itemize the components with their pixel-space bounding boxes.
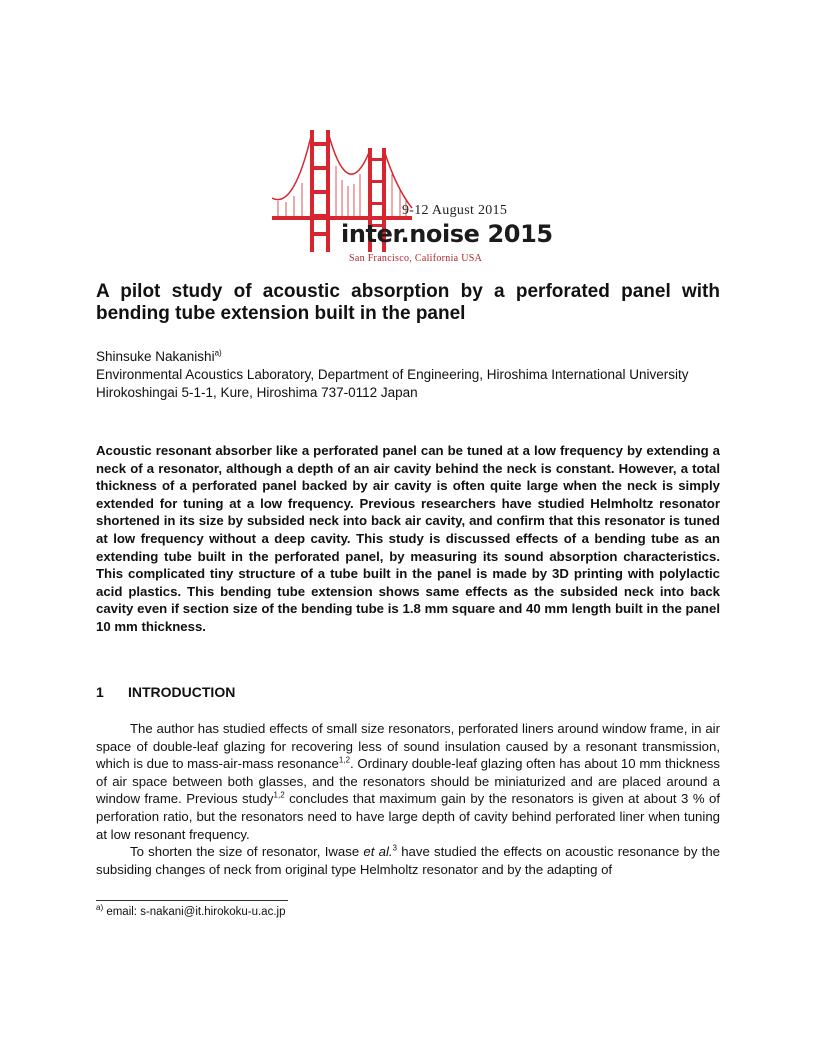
abstract: Acoustic resonant absorber like a perforated panel can be tuned at a low frequency by extending a neck of a resonator, although a depth of an air cavity behind the neck is constant. However, a total thickness of a perforated panel backed by air cavity is often quite large when the neck is simply extended for tuning at a low frequency. Previous researchers have studied Helmholtz resonator shortened in its size by subsided neck into back air cavity, and confirm that this resonator is tuned at low frequency without a deep cavity. This study is discussed effects of a bending tube as an extending tube built in the perforated panel, by measuring its sound absorption characteristics. This complicated tiny structure of a tube built in the panel is made by 3D printing with polylactic acid plastics. This bending tube extension shows same effects as the subsided neck into back cavity even if section size of the bending tube is 1.8 mm square and 40 mm length built in the panel 10 mm thickness. xyxy=(96,443,720,634)
section-title: INTRODUCTION xyxy=(128,684,236,700)
citation: 1,2 xyxy=(338,755,351,765)
footnote-mark: a) xyxy=(96,903,104,913)
paragraph-text: . Ordinary double-leaf glazing often has about 10 mm thickness of air space between both glasses, and the resonators should be miniaturized and are placed around a window frame. Previous study xyxy=(96,756,720,807)
body-text xyxy=(96,720,720,878)
citation: 3 xyxy=(392,843,397,853)
conference-name: inter.noise 2015 xyxy=(341,220,553,248)
author-address: Hirokoshingai 5-1-1, Kure, Hiroshima 737-0112 Japan xyxy=(96,385,418,400)
paragraph xyxy=(96,843,720,878)
footnote-email: email: s-nakani@it.hirokoku-u.ac.jp xyxy=(106,906,286,918)
conference-location: San Francisco, California USA xyxy=(349,253,483,264)
paper-title: A pilot study of acoustic absorption by a perforated panel with bending tube extension built in the panel xyxy=(96,281,720,324)
author-line xyxy=(96,348,720,366)
paragraph-text: To shorten the size of resonator, Iwase xyxy=(130,844,364,860)
footnote xyxy=(96,903,286,918)
footnote-divider xyxy=(96,900,288,901)
conference-date: 9-12 August 2015 xyxy=(402,203,508,218)
section-heading xyxy=(96,684,235,700)
author-footnote-mark: a) xyxy=(214,348,222,358)
et-al: et al. xyxy=(363,844,393,860)
author-block xyxy=(96,348,720,402)
paragraph xyxy=(96,720,720,843)
citation: 1,2 xyxy=(273,790,285,800)
paragraph-text: The author has studied effects of small size resonators, perforated liners around window frame, in air space of double-leaf glazing for recovering less of sound insulation caused by a resonant transmission, which is due to mass-air-mass resonance xyxy=(96,721,720,772)
section-number: 1 xyxy=(96,684,104,700)
paragraph-text: have studied the effects on acoustic resonance by the subsiding changes of neck from original type Helmholtz resonator and by the adapting of xyxy=(96,844,720,877)
paragraph-text: concludes that maximum gain by the resonators is given at about 3 % of perforation ratio, but the resonators need to have large depth of cavity behind perforated liner when tuning at low resonant frequency. xyxy=(96,791,720,842)
author-affiliation: Environmental Acoustics Laboratory, Department of Engineering, Hiroshima International University xyxy=(96,367,689,382)
author-name: Shinsuke Nakanishi xyxy=(96,349,215,364)
